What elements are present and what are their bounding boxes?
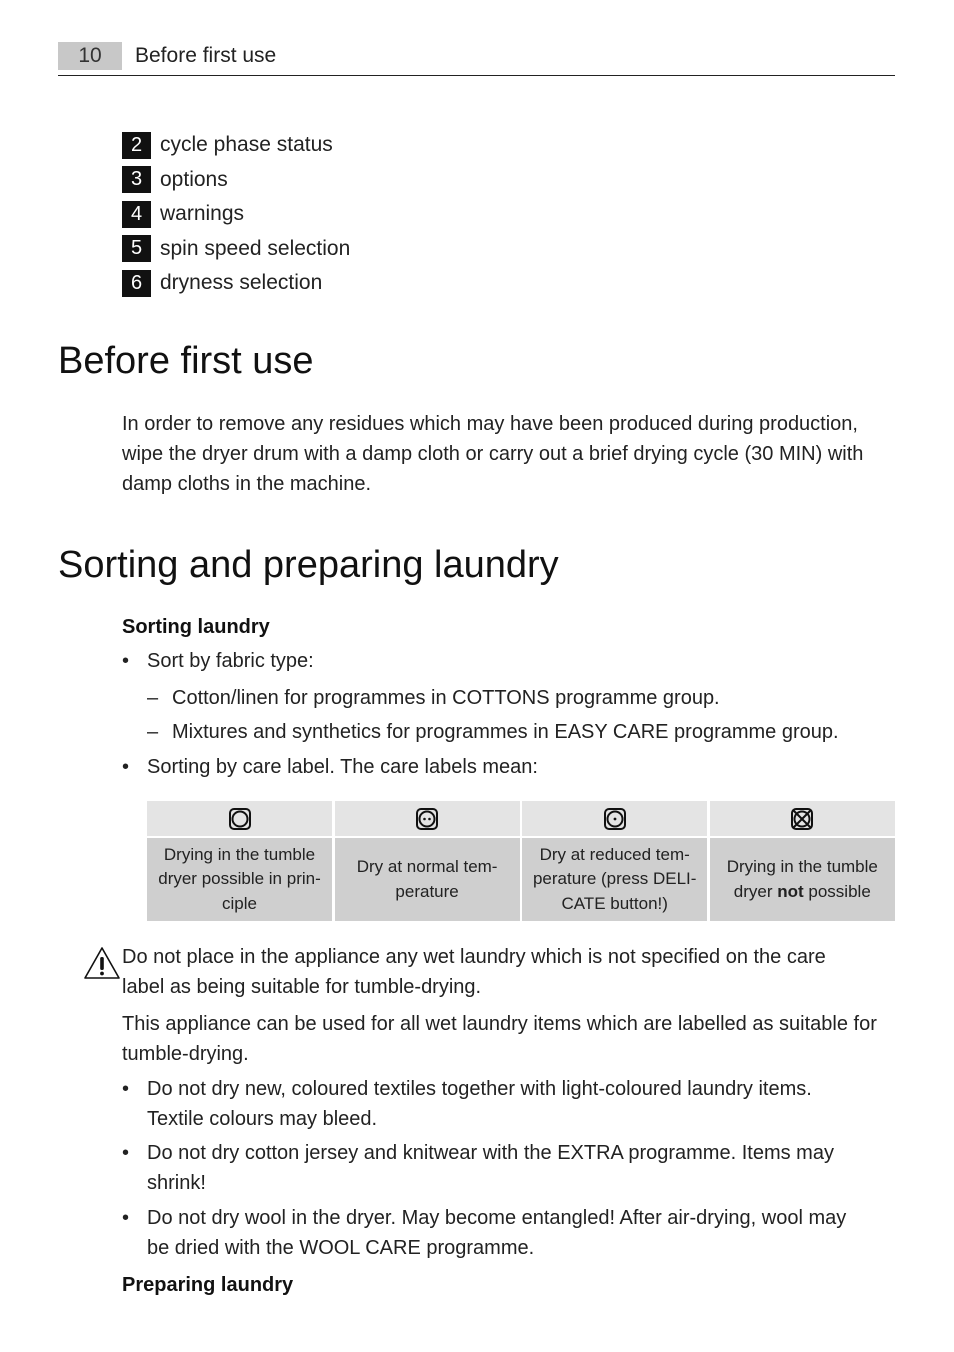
legend-number: 6 <box>122 270 151 297</box>
tumble-dry-reduced-icon <box>603 807 627 831</box>
legend-item <box>122 197 350 232</box>
list-item-text <box>147 1074 898 1134</box>
care-description-line: perature (press DELI- <box>532 869 697 889</box>
list-item <box>122 1138 898 1198</box>
care-description-line: dryer possible in prin- <box>158 869 321 889</box>
header-section-title: Before first use <box>135 44 277 67</box>
care-description-line: Drying in the tumble <box>163 844 316 864</box>
care-description-line: Drying in the tumble <box>726 857 878 876</box>
legend-number: 2 <box>122 132 151 159</box>
legend-item <box>122 163 350 198</box>
care-description-text: possible <box>803 881 871 901</box>
care-symbol-cell <box>522 801 707 836</box>
list-item-line: Do not dry cotton jersey and knitwear with the EXTRA programme. Items may <box>147 1142 834 1164</box>
list-item-line: Do not dry wool in the dryer. May become entangled! After air-drying, wool may <box>147 1207 847 1229</box>
care-emphasis-text: not <box>777 881 804 901</box>
legend-item <box>122 266 350 301</box>
bullet-mark: • <box>122 1142 130 1164</box>
list-item <box>122 1074 898 1134</box>
care-description-cell <box>710 838 895 921</box>
list-item-text <box>147 1138 898 1198</box>
sub-list-item-text: Mixtures and synthetics for programmes in EASY CARE programme group. <box>172 721 839 743</box>
list-item-text: Sorting by care label. The care labels mean: <box>147 756 538 778</box>
sub-list-item-text: Cotton/linen for programmes in COTTONS programme group. <box>172 687 720 709</box>
dash-mark: – <box>147 721 159 743</box>
care-description-line: ciple <box>222 893 257 913</box>
care-description-text: dryer <box>733 881 778 901</box>
tumble-dry-icon <box>228 807 252 831</box>
bullet-mark: • <box>122 1078 130 1100</box>
sorting-heading: Sorting and preparing laundry <box>58 544 559 586</box>
care-description-line: perature <box>395 881 459 901</box>
care-label-table <box>147 801 895 921</box>
warning-line: Do not place in the appliance any wet laundry which is not specified on the care <box>122 946 826 968</box>
care-description-line: Dry at normal tem- <box>356 857 498 876</box>
care-description-cell <box>335 838 520 921</box>
list-item <box>122 1203 898 1263</box>
bullet-mark: • <box>122 1207 130 1229</box>
legend-number: 3 <box>122 166 151 193</box>
legend-number: 5 <box>122 235 151 262</box>
sorting-laundry-subheading: Sorting laundry <box>122 616 270 638</box>
list-item <box>122 646 898 676</box>
preparing-laundry-subheading: Preparing laundry <box>122 1274 294 1296</box>
control-panel-legend <box>122 128 350 301</box>
before-first-use-body: In order to remove any residues which may have been produced during production, wipe the dryer drum with a damp cloth or carry out a brief drying cycle (30 MIN) with damp cloths in the machine. <box>122 413 864 495</box>
warning-line: label as being suitable for tumble-drying. <box>122 976 482 998</box>
tumble-dry-normal-icon <box>415 807 439 831</box>
legend-label: spin speed selection <box>160 236 351 260</box>
list-item-line: Do not dry new, coloured textiles together with light-coloured laundry items. <box>147 1078 812 1100</box>
care-symbol-cell <box>335 801 520 836</box>
dash-mark: – <box>147 687 159 709</box>
legend-label: warnings <box>160 202 245 226</box>
do-not-tumble-dry-icon <box>790 807 814 831</box>
list-item <box>122 752 898 782</box>
suitable-laundry-text: This appliance can be used for all wet laundry items which are labelled as suitable for tumble-drying. <box>122 1013 877 1065</box>
warning-icon <box>83 945 121 981</box>
bullet-mark: • <box>122 650 130 672</box>
sub-list-item <box>147 683 899 713</box>
legend-label: dryness selection <box>160 271 323 295</box>
header-divider <box>58 75 895 76</box>
care-description-cell <box>522 838 707 921</box>
care-symbol-cell <box>710 801 895 836</box>
list-item-text: Sort by fabric type: <box>147 650 314 672</box>
legend-number: 4 <box>122 201 151 228</box>
care-description-cell <box>147 838 332 921</box>
care-description-line: CATE button!) <box>561 893 668 913</box>
list-item-line: be dried with the WOOL CARE programme. <box>147 1237 535 1259</box>
legend-item <box>122 232 350 267</box>
care-symbol-cell <box>147 801 332 836</box>
care-description-line: Dry at reduced tem- <box>539 844 690 864</box>
warning-text <box>122 942 898 1002</box>
list-item-line: Textile colours may bleed. <box>147 1108 378 1130</box>
legend-label: cycle phase status <box>160 133 333 157</box>
list-item-text <box>147 1203 898 1263</box>
bullet-mark: • <box>122 756 130 778</box>
sub-list-item <box>147 717 899 747</box>
page-number: 10 <box>58 42 122 70</box>
legend-item <box>122 128 350 163</box>
before-first-use-heading: Before first use <box>58 340 314 382</box>
list-item-line: shrink! <box>147 1172 206 1194</box>
legend-label: options <box>160 167 228 191</box>
